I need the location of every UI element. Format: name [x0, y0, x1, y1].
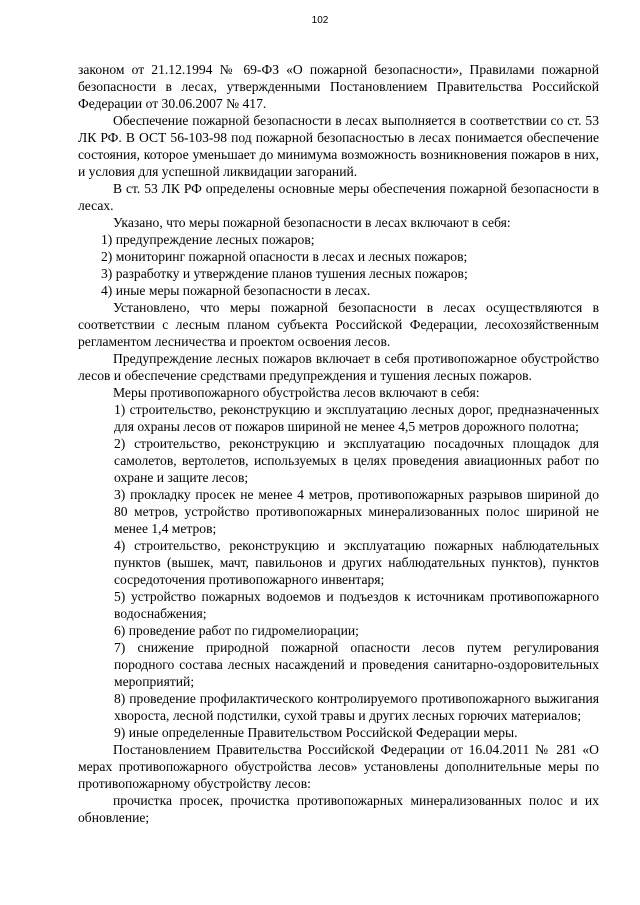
list-item: 1) строительство, реконструкцию и эксплуатацию лесных дорог, предназначенных для охраны лесов от пожаров шириной не менее 4,5 метров дорожного полотна; [114, 402, 599, 434]
fire-prevention-measures-list [78, 401, 599, 741]
paragraph-article-53: В ст. 53 ЛК РФ определены основные меры обеспечения пожарной безопасности в лесах. [78, 181, 599, 213]
list-item: 2) строительство, реконструкцию и эксплуатацию посадочных площадок для самолетов, вертолетов, используемых в целях проведения авиационных работ по охране и защите лесов; [114, 436, 599, 485]
list-item: 8) проведение профилактического контролируемого противопожарного выжигания хвороста, лесной подстилки, сухой травы и других лесных горючих материалов; [114, 691, 599, 723]
list-item: 9) иные определенные Правительством Российской Федерации меры. [114, 725, 518, 740]
paragraph-resolution-281: Постановлением Правительства Российской Федерации от 16.04.2011 № 281 «О мерах противопожарного обустройства лесов» установлены дополнительные меры по противопожарному обустройству лесов: [78, 742, 599, 791]
list-item: 5) устройство пожарных водоемов и подъездов к источникам противопожарного водоснабжения; [114, 589, 599, 621]
list-item: 7) снижение природной пожарной опасности лесов путем регулирования породного состава лесных насаждений и проведения санитарно-оздоровительных мероприятий; [114, 640, 599, 689]
list-item: 3) разработку и утверждение планов тушения лесных пожаров; [101, 266, 468, 281]
page-body [78, 61, 599, 826]
list-item: 4) строительство, реконструкцию и эксплуатацию пожарных наблюдательных пунктов (вышек, мачт, павильонов и других наблюдательных пунктов), пунктов сосредоточения противопожарного инвентаря; [114, 538, 599, 587]
paragraph-prevention-intro: Меры противопожарного обустройства лесов включают в себя: [113, 385, 480, 400]
page-number: 102 [311, 15, 329, 26]
paragraph-additional-measure: прочистка просек, прочистка противопожарных минерализованных полос и их обновление; [78, 793, 599, 825]
paragraph-law-reference: законом от 21.12.1994 № 69-ФЗ «О пожарной безопасности», Правилами пожарной безопасности в лесах, утвержденными Постановлением Правительства Российской Федерации от 30.06.2007 № 417. [78, 62, 599, 111]
paragraph-measures-intro: Указано, что меры пожарной безопасности в лесах включают в себя: [113, 215, 511, 230]
paragraph-prevention: Предупреждение лесных пожаров включает в себя противопожарное обустройство лесов и обеспечение средствами предупреждения и тушения лесных пожаров. [78, 351, 599, 383]
list-item: 1) предупреждение лесных пожаров; [101, 232, 315, 247]
list-item: 3) прокладку просек не менее 4 метров, противопожарных разрывов шириной до 80 метров, устройство противопожарных минерализованных полос шириной не менее 1,4 метров; [114, 487, 599, 536]
list-item: 4) иные меры пожарной безопасности в лесах. [101, 283, 371, 298]
list-item: 6) проведение работ по гидромелиорации; [114, 623, 359, 638]
paragraph-measures-basis: Установлено, что меры пожарной безопасности в лесах осуществляются в соответствии с лесным планом субъекта Российской Федерации, лесохозяйственным регламентом лесничества и проектом освоения лесов. [78, 300, 599, 349]
paragraph-fire-safety-definition: Обеспечение пожарной безопасности в лесах выполняется в соответствии со ст. 53 ЛК РФ. В ОСТ 56-103-98 под пожарной безопасностью в лесах понимается обеспечение состояния, которое уменьшает до минимума возможность возникновения пожаров в них, и условия для успешной ликвидации загораний. [78, 113, 599, 179]
list-item: 2) мониторинг пожарной опасности в лесах и лесных пожаров; [101, 249, 468, 264]
fire-safety-measures-list [78, 231, 599, 299]
